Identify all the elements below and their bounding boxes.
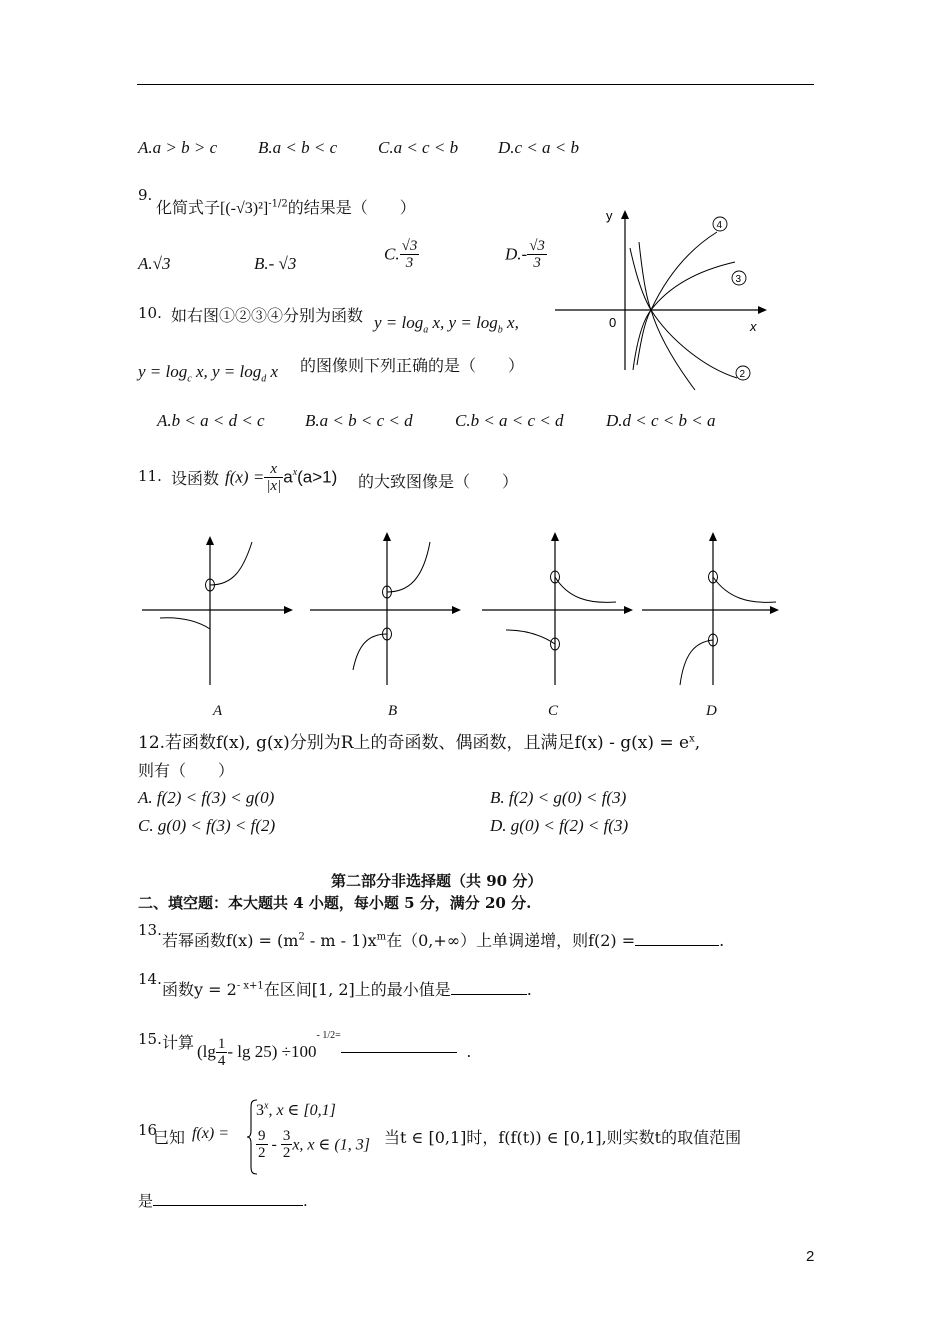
q11-b-curve-right [387, 542, 430, 592]
q15-eq: = [335, 1030, 341, 1041]
q10-sub-a: a [423, 324, 429, 336]
q12-option-b: B. f(2) < g(0) < f(3) [490, 788, 627, 807]
q11-frac-num: x [264, 461, 283, 478]
q10-x-arrow [758, 306, 767, 314]
q16-case2-n1: 9 [258, 1128, 266, 1144]
q16-case2-tail: x, x ∈ (1, 3] [292, 1136, 370, 1154]
q9-option-d-frac [527, 238, 547, 271]
q10-funcs2: y = log [138, 362, 188, 381]
q10-option-a: A.b < a < d < c [157, 411, 265, 430]
q11-formula [225, 461, 337, 494]
q11-stem-post: 的大致图像是（ ） [358, 472, 519, 491]
q9-number: 9. [138, 186, 153, 204]
q12-line1-text: 12.若函数f(x), g(x)分别为R上的奇函数、偶函数，且满足f(x) - g(x) = e [138, 733, 690, 753]
q10-label-2: 2 [739, 369, 746, 380]
q14-number: 14. [138, 970, 162, 988]
q10-label-3: 3 [735, 274, 742, 285]
q16-case2 [256, 1128, 370, 1161]
q15-frac-den: 4 [217, 1052, 226, 1069]
q10-number: 10. [138, 304, 162, 322]
q11-c-x-arrow [624, 606, 633, 614]
q11-graph-d [642, 532, 779, 685]
q8-option-c: C.a < c < b [378, 138, 459, 157]
q9-option-c-num: √3 [401, 238, 418, 254]
q12-line1-end: , [694, 733, 701, 753]
q16-line2-text: 是 [138, 1192, 154, 1210]
q9-stem [156, 195, 416, 218]
q11-frac [264, 461, 283, 494]
q10-y-arrow [621, 210, 629, 219]
q15-frac-num: 1 [217, 1035, 226, 1052]
header-rule [137, 84, 814, 85]
q16-case2-frac1 [256, 1128, 268, 1161]
q10-sub-d: d [261, 373, 267, 385]
q16-case2-d2: 2 [282, 1145, 291, 1161]
q10-funcs-line1 [374, 313, 519, 335]
q9-option-c-frac [400, 238, 420, 271]
q12-line1-sup: x [689, 733, 695, 745]
q10-sub-b: b [497, 324, 503, 336]
q16-line2 [138, 1190, 308, 1211]
q11-graph-b [310, 532, 461, 685]
q10-log-graph [545, 200, 785, 400]
q11-a-x-arrow [284, 606, 293, 614]
q9-exp: -1/2 [268, 198, 288, 210]
q10-sub-c: c [187, 373, 192, 385]
q10-x-label: x [750, 319, 757, 334]
q14-answer-blank[interactable] [451, 994, 527, 995]
q8-option-b: B.a < b < c [258, 138, 338, 157]
q8-option-d: D.c < a < b [498, 138, 580, 157]
q16-label: 已知 [153, 1128, 186, 1147]
q9-option-c-pre: C. [384, 244, 400, 264]
q16-case1-base: 3 [256, 1102, 264, 1119]
q14-text-post: 在区间[1, 2]上的最小值是 [263, 980, 451, 999]
q15-expr [197, 1030, 471, 1069]
page-number: 2 [806, 1248, 815, 1265]
q11-d-curve-right [713, 577, 776, 602]
q12-option-c: C. g(0) < f(3) < f(2) [138, 816, 276, 835]
q11-graph-c [482, 532, 633, 685]
q11-b-curve-left [353, 634, 387, 670]
q16-answer-blank[interactable] [153, 1205, 303, 1206]
q13-sup1: 2 [298, 931, 305, 943]
q11-cond: (a>1) [297, 467, 338, 487]
q10-funcs-line2 [138, 362, 278, 384]
q11-d-curve-left [680, 640, 713, 685]
part2-title: 第二部分非选择题（共 90 分） [331, 872, 543, 890]
q11-label-a: A [213, 703, 223, 719]
q13-text-pre: 若幂函数f(x) = (m [162, 931, 299, 950]
q10-curve-2 [630, 248, 737, 378]
q15-sup: - 1/2 [316, 1030, 336, 1041]
q9-option-d-num: √3 [529, 238, 545, 254]
q11-a-y-arrow [206, 536, 214, 545]
q13-text-post: 在（0,+∞）上单调递增，则f(2) = [386, 931, 636, 950]
q16-number: 16 [138, 1121, 158, 1139]
q9-option-b: B.- √3 [254, 254, 297, 273]
q11-a-curve-left [160, 618, 210, 629]
q16-fx: f(x) = [192, 1125, 229, 1142]
q15-answer-blank[interactable] [341, 1052, 457, 1053]
q14-end: . [526, 980, 532, 999]
q15-expr-post: - lg 25) ÷100 [227, 1042, 317, 1062]
q11-ax-sup: x [292, 466, 298, 478]
q13-text-mid: - m - 1)x [304, 931, 377, 950]
q15-number: 15. [138, 1030, 162, 1048]
q10-stem-post: 的图像则下列正确的是（ ） [300, 356, 525, 375]
q11-ax: a [283, 467, 293, 487]
q10-stem-pre: 如右图①②③④分别为函数 [171, 306, 364, 325]
q11-d-y-arrow [709, 532, 717, 541]
q9-option-d [505, 238, 547, 271]
q16-text-post: 当t ∈ [0,1]时，f(f(t)) ∈ [0,1],则实数t的取值范围 [384, 1128, 742, 1147]
q16-end: . [303, 1192, 308, 1210]
q11-graph-a [142, 536, 293, 685]
q11-graphs [138, 530, 798, 730]
part2-section-heading: 二、填空题：本大题共 4 小题，每小题 5 分，满分 20 分. [138, 894, 532, 912]
q11-a-curve-right [210, 542, 252, 585]
q16-case2-minus: - [271, 1135, 277, 1153]
q13-end: . [719, 931, 725, 950]
q9-expr: [(-√3)²] [220, 200, 269, 217]
q16-case2-d1: 2 [258, 1145, 266, 1161]
q13-answer-blank[interactable] [635, 945, 719, 946]
q10-option-b: B.a < b < c < d [305, 411, 413, 430]
q14-sup: - x+1 [236, 980, 264, 992]
q11-label-c: C [548, 703, 559, 719]
q13-sup2: m [376, 931, 387, 943]
q11-stem-pre: 设函数 [171, 469, 220, 488]
q12-line1 [138, 728, 700, 753]
q9-option-a: A.√3 [138, 254, 171, 273]
q11-label-d: D [706, 703, 717, 719]
q10-y-label: y [606, 208, 613, 223]
q9-stem-pre: 化简式子 [156, 198, 221, 217]
q11-number: 11. [138, 467, 162, 485]
q13-number: 13. [138, 921, 162, 939]
q15-end: . [466, 1042, 472, 1062]
q9-stem-post: 的结果是（ ） [287, 198, 416, 217]
q11-c-curve-right [555, 577, 616, 602]
q10-option-c: C.b < a < c < d [455, 411, 564, 430]
q8-option-a: A.a > b > c [138, 138, 218, 157]
q15-frac [216, 1036, 228, 1069]
q9-option-c-den: 3 [405, 255, 414, 271]
q10-funcs1-tail: x, y = log [432, 313, 498, 332]
q10-curve-4 [633, 232, 717, 370]
q10-label-4: 4 [716, 220, 723, 231]
q11-fx: f(x) = [225, 467, 265, 487]
q12-line2: 则有（ ） [138, 761, 235, 780]
q11-b-x-arrow [452, 606, 461, 614]
q10-funcs2-mid: x, y = log [195, 362, 262, 381]
q11-label-b: B [388, 703, 398, 719]
q16-case2-n2: 3 [282, 1128, 291, 1144]
q10-option-d: D.d < c < b < a [606, 411, 716, 430]
q12-option-a: A. f(2) < f(3) < g(0) [138, 788, 275, 807]
q14-text [162, 977, 532, 1000]
q11-c-y-arrow [551, 532, 559, 541]
q15-label: 计算 [162, 1033, 195, 1052]
q16-case1-tail: , x ∈ [0,1] [268, 1102, 336, 1119]
q11-b-y-arrow [383, 532, 391, 541]
q11-frac-den: |x| [266, 478, 282, 494]
q11-d-x-arrow [770, 606, 779, 614]
q14-text-pre: 函数y = 2 [162, 980, 237, 999]
q10-origin-label: 0 [609, 315, 617, 330]
q12-option-d: D. g(0) < f(2) < f(3) [490, 816, 629, 835]
q16-case2-frac2 [281, 1128, 293, 1161]
q16-case1-sup: x [264, 1100, 269, 1112]
q11-c-curve-left [506, 630, 555, 644]
q9-option-c [384, 238, 419, 271]
q15-expr-pre: (lg [197, 1042, 216, 1062]
q9-option-d-den: 3 [533, 255, 541, 271]
q10-funcs1-end: x, [507, 313, 519, 332]
q9-option-d-pre: D.- [505, 244, 528, 264]
q13-text [162, 928, 724, 951]
q10-funcs2-end: x [270, 362, 279, 381]
q10-funcs1: y = log [374, 313, 424, 332]
q16-case1 [256, 1100, 336, 1120]
